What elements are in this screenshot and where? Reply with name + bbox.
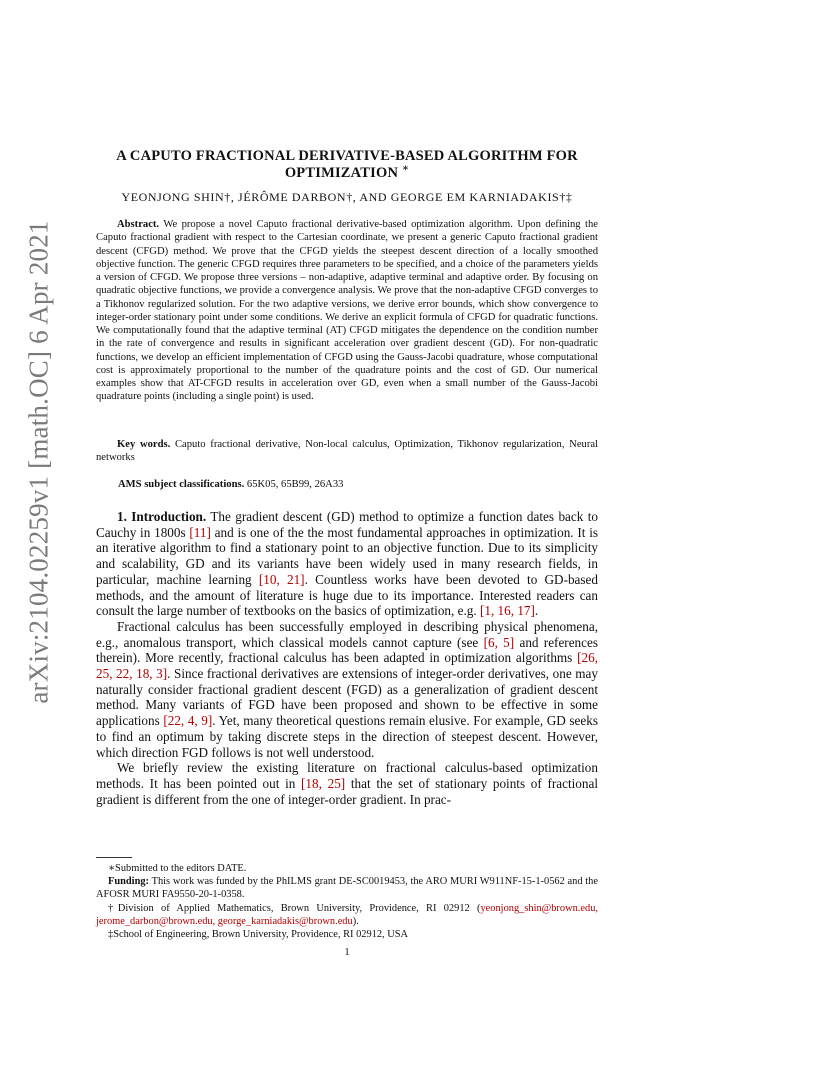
keywords-text: Caputo fractional derivative, Non-local calculus, Optimization, Tikhonov regularization, Neural networks bbox=[96, 439, 599, 464]
paragraph-2 bbox=[96, 619, 598, 760]
footnote-submission: ∗Submitted to the editors DATE. bbox=[108, 863, 247, 874]
citation-link[interactable]: [22, 4, 9] bbox=[163, 713, 213, 729]
footnote-affiliation-2: ‡School of Engineering, Brown University, Providence, RI 02912, USA bbox=[108, 929, 409, 941]
citation-link[interactable]: [11] bbox=[189, 524, 211, 540]
paragraph-2-text-d: . Yet, many theoretical questions remain elusive. For example, GD seeks to find an optimum by taking discrete steps in the direction of steepest descent. However, which direction FGD follows is not well understood. bbox=[96, 713, 598, 760]
paragraph-3 bbox=[96, 760, 598, 807]
paragraph-1-text-a: The gradient descent (GD) method to optimize a function dates back to Cauchy in 1800s bbox=[96, 509, 599, 540]
paper-title bbox=[96, 148, 598, 182]
ams-label: AMS subject classifications. bbox=[118, 479, 245, 490]
email-links[interactable]: yeonjong_shin@brown.edu, jerome_darbon@brown.edu, george_karniadakis@brown.edu bbox=[96, 902, 598, 927]
paragraph-3-text-b: that the set of stationary points of fractional gradient is different from the one of integer-order gradient. In prac- bbox=[96, 775, 598, 807]
abstract bbox=[96, 218, 598, 404]
section-heading: 1. Introduction. bbox=[117, 509, 207, 524]
arxiv-stamp bbox=[14, 220, 64, 704]
ams-classifications bbox=[118, 478, 598, 491]
ams-codes: 65K05, 65B99, 26A33 bbox=[246, 479, 344, 490]
keywords bbox=[96, 438, 598, 465]
citation-link[interactable]: [26, 25, 22, 18, 3] bbox=[96, 650, 598, 682]
footnote-funding bbox=[96, 875, 598, 901]
paragraph-1 bbox=[96, 509, 598, 619]
introduction-section bbox=[96, 509, 598, 807]
arxiv-identifier: arXiv:2104.02259v1 [math.OC] 6 Apr 2021 bbox=[23, 220, 54, 704]
paragraph-2-text-a: Fractional calculus has been successfully employed in describing physical phenomena, e.g., anomalous transport, which classical models cannot capture (see bbox=[96, 618, 598, 650]
affiliation-end: ). bbox=[352, 915, 359, 927]
citation-link[interactable]: [6, 5] bbox=[483, 634, 515, 650]
title-line-1: A CAPUTO FRACTIONAL DERIVATIVE-BASED ALGORITHM FOR bbox=[116, 148, 578, 164]
paragraph-2-text-b: and references therein). More recently, fractional calculus has been adapted in optimization algorithms bbox=[96, 634, 598, 666]
page-number: 1 bbox=[344, 947, 350, 958]
author-list: YEONJONG SHIN†, JÉRÔME DARBON†, AND GEORGE EM KARNIADAKIS†‡ bbox=[121, 190, 573, 204]
funding-label: Funding: bbox=[108, 876, 150, 888]
title-line-2: OPTIMIZATION bbox=[284, 165, 399, 181]
footnotes bbox=[96, 862, 598, 941]
keywords-label: Key words. bbox=[117, 439, 171, 450]
abstract-label: Abstract. bbox=[117, 219, 160, 230]
citation-link[interactable]: [18, 25] bbox=[301, 775, 346, 791]
citation-link[interactable]: [10, 21] bbox=[258, 571, 305, 587]
paragraph-3-text-a: We briefly review the existing literature on fractional calculus-based optimization methods. It has been pointed out in bbox=[96, 760, 598, 791]
paragraph-2-text-c: . Since fractional derivatives are extensions of integer-order derivatives, one may naturally consider fractional gradient descent (FGD) as a generalization of gradient descent method. Many variants of FGD have been proposed and shown to be effective in some applications bbox=[96, 666, 598, 729]
paragraph-1-text-c: . Countless works have been devoted to GD-based methods, and the amount of literature is huge due to its importance. Interested readers can consult the large number of textbooks on the basics of optimization, e.g. bbox=[96, 571, 598, 619]
title-footnote-mark: ∗ bbox=[401, 163, 410, 175]
funding-text: This work was funded by the PhILMS grant DE-SC0019453, the ARO MURI W911NF-15-1-0562 and the AFOSR MURI FA9550-20-1-0358. bbox=[96, 876, 598, 901]
paragraph-1-text-d: . bbox=[534, 603, 539, 619]
abstract-text: We propose a novel Caputo fractional derivative-based optimization algorithm. Upon defining the Caputo fractional gradient with respect to the Cartesian coordinate, we present a generic Caputo fractional gradient descent (CFGD) method. We prove that the CFGD yields the steepest descent direction of a locally smoothed objective function. The generic CFGD requires three parameters to be specified, and a choice of the parameters yields a version of CFGD. We propose three versions – non-adaptive, adaptive terminal and adaptive order. By focusing on quadratic objective functions, we provide a convergence analysis. We prove that the non-adaptive CFGD converges to a Tikhonov regularized solution. For the two adaptive versions, we derive error bounds, which show convergence to integer-order stationary point under some conditions. We derive an explicit formula of CFGD for quadratic functions. We computationally found that the adaptive terminal (AT) CFGD mitigates the dependence on the condition number in the rate of convergence and results in significant acceleration over gradient descent (GD). For non-quadratic functions, we develop an efficient implementation of CFGD using the Gauss-Jacobi quadrature, whose computational cost is approximately proportional to the number of the quadrature points and the cost of GD. Our numerical examples show that AT-CFGD results in acceleration over GD, even when a small number of the Gauss-Jacobi quadrature points (including a single point) is used. bbox=[96, 219, 598, 403]
footnote-rule bbox=[96, 857, 132, 858]
affiliation-text: †Division of Applied Mathematics, Brown University, Providence, RI 02912 ( bbox=[108, 902, 481, 914]
citation-link[interactable]: [1, 16, 17] bbox=[479, 603, 535, 619]
footnote-affiliation-1 bbox=[96, 902, 598, 928]
paragraph-1-text-b: and is one of the the most fundamental approaches in optimization. It is an iterative algorithm to find a stationary point to an objective function. Due to its simplicity and scalability, GD and its variants have been widely used in many research fields, in particular, machine learning bbox=[96, 524, 598, 587]
